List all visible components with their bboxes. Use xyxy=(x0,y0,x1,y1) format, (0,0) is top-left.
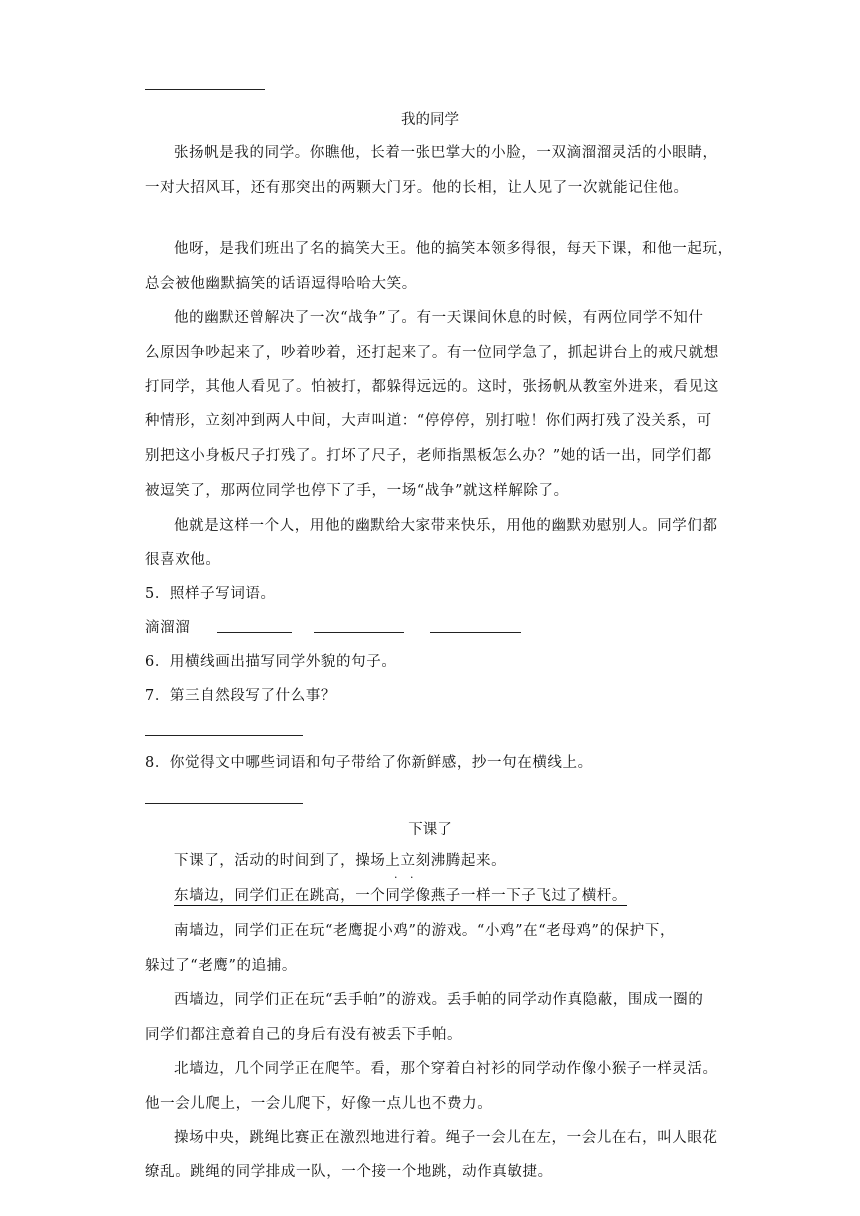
answer-blank[interactable] xyxy=(217,632,292,633)
passage2-line: 南墙边，同学们正在玩“老鹰捉小鸡”的游戏。“小鸡”在“老母鸡”的保护下， xyxy=(174,923,676,939)
passage2-line: 同学们都注意着自己的身后有没有被丢下手帕。 xyxy=(145,1027,463,1043)
emphasis-dot: · xyxy=(394,871,398,884)
passage1-line: 他呀，是我们班出了名的搞笑大王。他的搞笑本领多得很，每天下课，和他一起玩， xyxy=(174,241,733,257)
emphasis-dot: · xyxy=(410,871,414,884)
passage1-line: 很喜欢他。 xyxy=(145,552,221,568)
passage1-line: 被逗笑了，那两位同学也停下了手，一场“战争”就这样解除了。 xyxy=(145,483,569,499)
answer-blank[interactable] xyxy=(430,632,521,633)
answer-blank[interactable] xyxy=(314,632,404,633)
question-8: 8．你觉得文中哪些词语和句子带给了你新鲜感，抄一句在横线上。 xyxy=(145,755,593,771)
passage2-line: 他一会儿爬上，一会儿爬下，好像一点儿也不费力。 xyxy=(145,1096,493,1112)
passage1-line: 张扬帆是我的同学。你瞧他，长着一张巴掌大的小脸，一双滴溜溜灵活的小眼睛， xyxy=(174,145,718,161)
passage1-line: 别把这小身板尺子打残了。打坏了尺子，老师指黑板怎么办？”她的话一出，同学们都 xyxy=(145,448,712,464)
passage2-title: 下课了 xyxy=(408,822,452,838)
passage2-line: 操场中央，跳绳比赛正在激烈地进行着。绳子一会儿在左，一会儿在右，叫人眼花 xyxy=(174,1130,718,1146)
question-5-example-word: 滴溜溜 xyxy=(145,620,191,636)
passage1-line: 打同学，其他人看见了。怕被打，都躲得远远的。这时，张扬帆从教室外进来，看见这 xyxy=(145,379,719,395)
passage1-line: 么原因争吵起来了，吵着吵着，还打起来了。有一位同学急了，抓起讲台上的戒尺就想 xyxy=(145,345,719,361)
answer-line[interactable] xyxy=(145,735,303,736)
passage1-line: 种情形，立刻冲到两人中间，大声叫道：“停停停，别打啦！你们两打残了没关系，可 xyxy=(145,413,712,429)
question-6: 6．用横线画出描写同学外貌的句子。 xyxy=(145,654,397,670)
passage1-line: 他就是这样一个人，用他的幽默给大家带来快乐，用他的幽默劝慰别人。同学们都 xyxy=(174,518,718,534)
passage2-underlined-line: 东墙边，同学们正在跳高，一个同学像燕子一样一下子飞过了横杆。 xyxy=(174,888,627,904)
answer-line[interactable] xyxy=(145,803,303,804)
passage1-title: 我的同学 xyxy=(401,112,459,128)
passage1-line: 他的幽默还曾解决了一次“战争”了。有一天课间休息的时候，有两位同学不知什 xyxy=(174,310,704,326)
passage2-line: 下课了，活动的时间到了，操场上立刻沸腾起来。 xyxy=(174,853,507,869)
top-answer-line xyxy=(145,89,265,90)
passage2-line: 西墙边，同学们正在玩“丢手帕”的游戏。丢手帕的同学动作真隐蔽，围成一圈的 xyxy=(174,992,704,1008)
passage2-line: 缭乱。跳绳的同学排成一队，一个接一个地跳，动作真敏捷。 xyxy=(145,1164,553,1180)
passage2-line: 北墙边，几个同学正在爬竿。看，那个穿着白衬衫的同学动作像小猴子一样灵活。 xyxy=(174,1061,718,1077)
passage1-line: 总会被他幽默搞笑的话语逗得哈哈大笑。 xyxy=(145,276,417,292)
question-7: 7．第三自然段写了什么事？ xyxy=(145,688,337,704)
passage2-line: 躲过了“老鹰”的追捕。 xyxy=(145,958,297,974)
question-5: 5．照样子写词语。 xyxy=(145,586,276,602)
passage1-line: 一对大招风耳，还有那突出的两颗大门牙。他的长相，让人见了一次就能记住他。 xyxy=(145,180,689,196)
